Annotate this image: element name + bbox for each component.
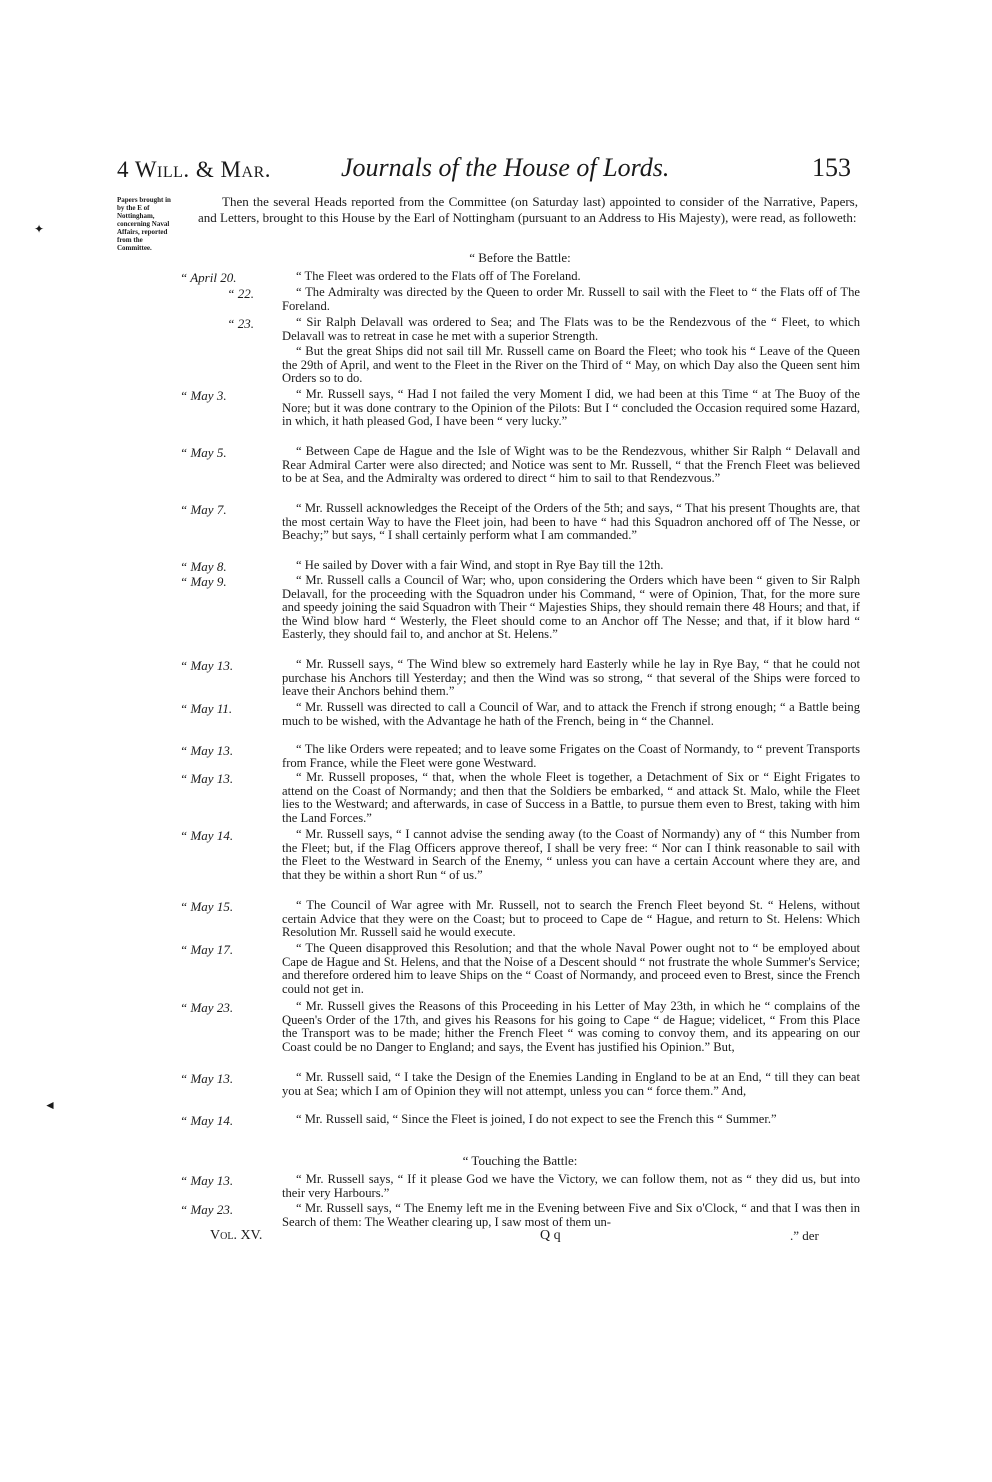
entry-date: “ May 17. <box>180 942 234 957</box>
entry-date: “ 22. <box>227 286 254 301</box>
entry-text: “ Between Cape de Hague and the Isle of Wight was to be the Rendezvous, whither Sir Ralph “ Delavall and Rear Admiral Carter were also directed; and Notice was sent to Mr. Russell, “ that the French Fleet was believed to be at Sea, and the Admiralty was ordered to direct “ him to sail to that Rendezvous.” <box>282 444 860 485</box>
entry-date: “ May 3. <box>180 388 227 403</box>
entry-date: “ May 5. <box>180 445 227 460</box>
entry-text: “ Mr. Russell says, “ The Wind blew so extremely hard Easterly while he lay in Rye Bay, “ that he could not purchase his Anchors till Yesterday; and then the Wind was so strong, “ that several of the Ships were forced to leave their Anchors behind them.” <box>282 657 860 698</box>
intro-paragraph: Then the several Heads reported from the Committee (on Saturday last) appointed to consider of the Narrative, Papers, and Letters, brought to this House by the Earl of Nottingham (pursuant to an Address to His Majesty), were read, as followeth: <box>198 194 858 226</box>
entry-text: “ He sailed by Dover with a fair Wind, and stopt in Rye Bay till the 12th. <box>296 558 664 572</box>
volume-footer: Vol. XV. <box>210 1228 263 1243</box>
entry-text: “ The Queen disapproved this Resolution; and that the whole Naval Power ought not to “ be employed about Cape de Hague and St. Helens, and that the Noise of a Descent should “ not frustrate the whole Summer's Service; and therefore ordered him to leave Ships on the “ Coast of Normandy, and proceed even to Brest, since the French could not get in. <box>282 941 860 996</box>
regnal-year: 4 Will. & Mar. <box>117 157 271 182</box>
entry-date: “ May 8. <box>180 559 227 574</box>
signature-mark: Q q <box>540 1228 561 1243</box>
entry-date: “ May 13. <box>180 1173 234 1188</box>
entry-text: “ Mr. Russell says, “ The Enemy left me in the Evening between Five and Six o'Clock, “ and that I was then in Search of them: The Weather clearing up, I saw most of them un- <box>282 1201 860 1229</box>
entry-date: “ May 23. <box>180 1000 234 1015</box>
entry-text: “ Mr. Russell says, “ If it please God we have the Victory, we can follow them, not as “ they did us, but into their very Harbours.” <box>282 1172 860 1200</box>
entry-text: “ The Council of War agree with Mr. Russell, not to search the French Fleet beyond St. “ Helens, without certain Advice that they were on the Coast; but to proceed to Cape de “ Hague, and return to St. Helens: Which Resolution Mr. Russell said he would execute. <box>282 898 860 939</box>
entry-text: “ Mr. Russell acknowledges the Receipt of the Orders of the 5th; and says, “ That his present Thoughts are, that the most certain Way to have the Fleet join, had been to have “ had this Squadron anchored off of The Nesse, or Beachy;” but says, “ I shall certainly perform what I am commanded.” <box>282 501 860 542</box>
entry-date: “ May 14. <box>180 828 234 843</box>
entry-date: “ May 11. <box>180 701 233 716</box>
margin-speck-mark: ✦ <box>34 222 45 236</box>
margin-speck-mark: ◄ <box>44 1098 56 1112</box>
entry-text: “ Mr. Russell calls a Council of War; who, upon considering the Orders which have been “ given to Sir Ralph Delavall, for the proceeding with the Squadron under his Command, “ were of Opinion, That, for the more sure and speedy joining the said Squadron with Their “ Majesties Ships, they should remain there 48 Hours; and that, if the Wind blow hard “ Westerly, the Fleet should come to an Anchor off The Nesse; and that, if it blow hard “ Easterly, they should fail to, and anchor at St. Helens.” <box>282 573 860 641</box>
catchword: .” der <box>790 1228 819 1243</box>
entry-text: “ Mr. Russell says, “ I cannot advise the sending away (to the Coast of Normandy) any of “ this Number from the Fleet; but, if the Flag Officers approve thereof, I shall be very free: “ Nor can I think reasonable to sail with the Fleet to the Westward in Search of the Enemy, “ unless you can have a certain Account where they are, and that they be within a short Run “ of us.” <box>282 827 860 882</box>
entry-date: “ May 23. <box>180 1202 234 1217</box>
entry-date: “ May 13. <box>180 771 234 786</box>
entry-date: “ May 14. <box>180 1113 234 1128</box>
entry-text: “ Mr. Russell said, “ Since the Fleet is joined, I do not expect to see the French this “ Summer.” <box>296 1112 777 1126</box>
entry-date: “ May 13. <box>180 1071 234 1086</box>
entry-text: “ Sir Ralph Delavall was ordered to Sea; and The Flats was to be the Rendezvous of the “ Fleet, to which Delavall was to retreat in case he met with a superior Strength. <box>282 315 860 343</box>
heading-before-battle: “ Before the Battle: <box>469 250 571 265</box>
entry-text: “ Mr. Russell said, “ I take the Design of the Enemies Landing in England to be at an End, “ till they can beat you at Sea; which I am of Opinion they will not attempt, unless you can “ force them.” And, <box>282 1070 860 1098</box>
entry-text: “ The like Orders were repeated; and to leave some Frigates on the Coast of Normandy, to “ prevent Transports from France, while the Fleet were gone Westward. <box>282 742 860 770</box>
entry-text: “ The Fleet was ordered to the Flats off of The Foreland. <box>296 269 581 283</box>
entry-text: “ Mr. Russell was directed to call a Council of War, and to attack the French if strong enough; “ a Battle being much to be wished, with the Advantage he hath of the French, being in “ the Channel. <box>282 700 860 728</box>
entry-date: “ May 13. <box>180 743 234 758</box>
entry-text: “ Mr. Russell gives the Reasons of this Proceeding in his Letter of May 23th, in which he “ complains of the Queen's Order of the 17th, and gives his Reasons for his going to Cape “ de Hague; videlicet, “ From this Place the Transport was to be made; hither the French Fleet “ was coming to convoy them, and its appearing on our Coast could be no Danger to England; and says, the Event has justified his Opinion.” But, <box>282 999 860 1054</box>
margin-note: Papers brought in by the E of Nottingham, concerning Naval Affairs, reported from the Committee. <box>117 196 171 252</box>
heading-touching-battle: “ Touching the Battle: <box>462 1153 578 1168</box>
entry-date: “ May 7. <box>180 502 227 517</box>
page-number: 153 <box>812 153 851 182</box>
entry-text: “ Mr. Russell proposes, “ that, when the whole Fleet is together, a Detachment of Six or “ Eight Frigates to attend on the Coast of Normandy; and then that the Soldiers be embarked, “ and attack St. Malo, while the Fleet lies to the Westward; and afterwards, in case of Success in a Battle, to pursue them even to Brest, taking with him the Land Forces.” <box>282 770 860 825</box>
entry-date: “ May 15. <box>180 899 234 914</box>
entry-date: “ May 13. <box>180 658 234 673</box>
entry-date: “ May 9. <box>180 574 227 589</box>
entry-text: “ The Admiralty was directed by the Queen to order Mr. Russell to sail with the Fleet to “ the Flats off of The Foreland. <box>282 285 860 313</box>
entry-date: “ 23. <box>227 316 254 331</box>
entry-text: “ But the great Ships did not sail till Mr. Russell came on Board the Fleet; who took his “ Leave of the Queen the 29th of April, and went to the Fleet in the River on the Third of “ May, on which Day also the Queen sent him Orders so to do. <box>282 344 860 385</box>
page-title: Journals of the House of Lords. <box>341 153 670 182</box>
entry-text: “ Mr. Russell says, “ Had I not failed the very Moment I did, we had been at this Time “ at The Buoy of the Nore; but it was done contrary to the Opinion of the Pilots: But I “ concluded the Occasion required some Hazard, in which, it hath pleased God, I have been “ very lucky.” <box>282 387 860 428</box>
entry-date: “ April 20. <box>180 270 237 285</box>
